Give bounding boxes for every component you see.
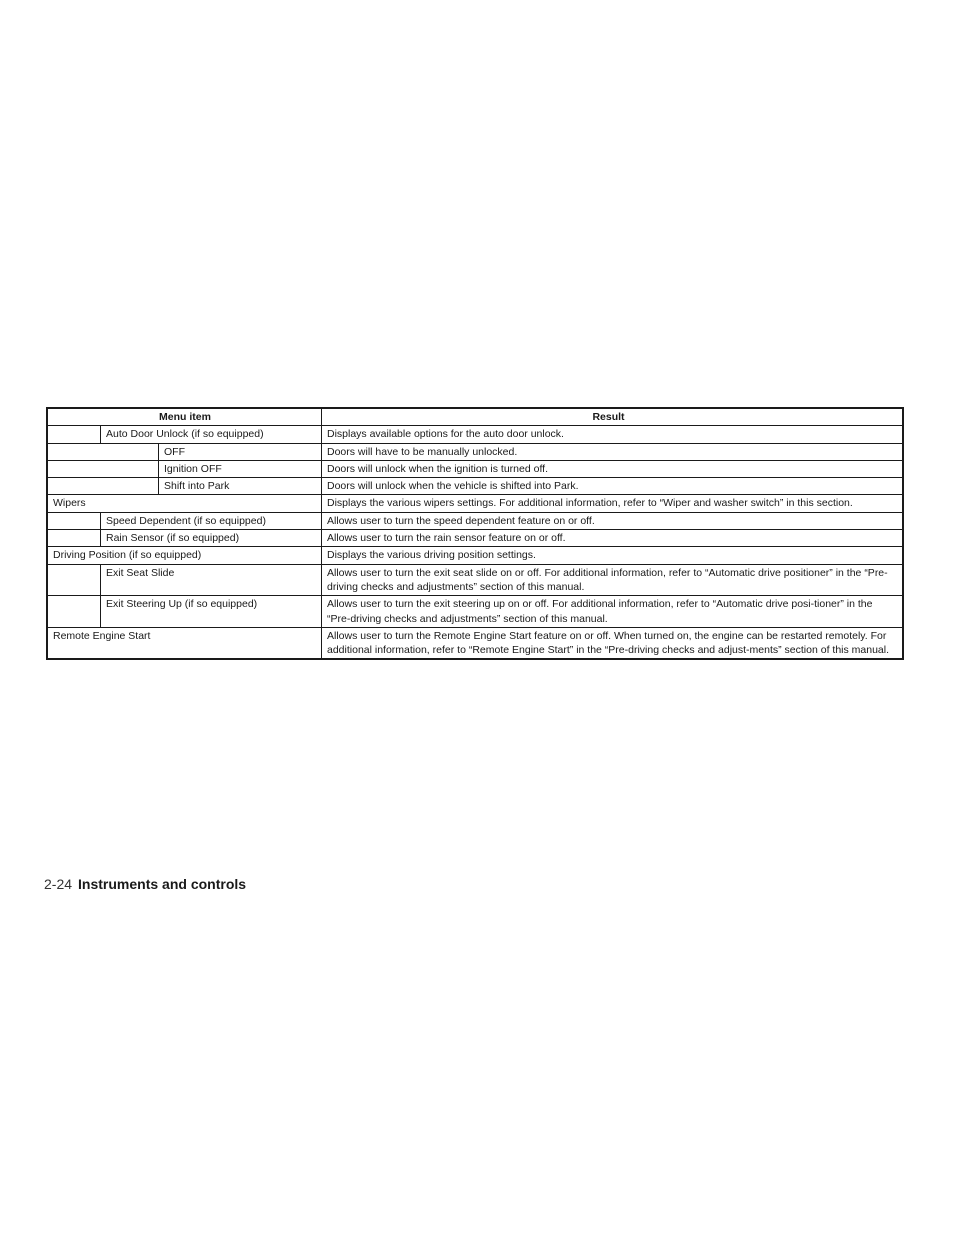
indent-spacer (48, 565, 100, 596)
result-description: Allows user to turn the rain sensor feature on or off. (327, 532, 566, 545)
menu-item-label: Remote Engine Start (53, 629, 151, 642)
menu-item-cell (48, 628, 322, 659)
menu-item-cell (48, 495, 322, 511)
table-row (48, 443, 902, 460)
table-row (48, 546, 902, 563)
header-result: Result (592, 411, 625, 423)
menu-settings-table (46, 407, 904, 660)
menu-item-cell (48, 444, 322, 460)
result-description: Displays the various driving position settings. (327, 549, 536, 562)
result-description: Doors will have to be manually unlocked. (327, 445, 518, 458)
result-description: Allows user to turn the exit seat slide on or off. For additional information, refer to “Automatic drive positioner” in the “Pre-driving checks and adjustments” section of this manual. (327, 566, 888, 593)
table-row (48, 425, 902, 442)
menu-item-cell (48, 461, 322, 477)
result-description: Allows user to turn the speed dependent feature on or off. (327, 514, 595, 527)
page-number: 2-24 (44, 876, 73, 892)
menu-item-cell (48, 530, 322, 546)
indent-spacer (48, 426, 100, 442)
menu-item-cell (48, 547, 322, 563)
indent-spacer (48, 596, 100, 627)
header-menu-item: Menu item (159, 411, 211, 423)
menu-item-label: OFF (158, 444, 321, 460)
menu-item-label: Ignition OFF (158, 461, 321, 477)
table-row (48, 529, 902, 546)
table-row (48, 564, 902, 596)
table-body (48, 425, 902, 658)
menu-item-label: Shift into Park (158, 478, 321, 494)
menu-item-cell (48, 596, 322, 627)
menu-item-label: Wipers (53, 497, 86, 510)
menu-item-label: Auto Door Unlock (if so equipped) (100, 426, 321, 442)
result-description: Displays available options for the auto door unlock. (327, 428, 564, 441)
menu-item-label: Speed Dependent (if so equipped) (100, 513, 321, 529)
indent-spacer (48, 530, 100, 546)
menu-item-label: Driving Position (if so equipped) (53, 549, 202, 562)
indent-spacer (48, 444, 158, 460)
table-header-row (48, 409, 902, 425)
indent-spacer (48, 478, 158, 494)
result-description: Allows user to turn the exit steering up on or off. For additional information, refer to “Automatic drive posi-tioner” in the “Pre-driving checks and adjustments” section of this manual. (327, 598, 873, 625)
result-description: Doors will unlock when the vehicle is shifted into Park. (327, 480, 579, 493)
result-description: Doors will unlock when the ignition is turned off. (327, 462, 549, 475)
page-footer (44, 876, 246, 892)
result-description: Displays the various wipers settings. For additional information, refer to “Wiper and washer switch” in this section. (327, 497, 853, 510)
table-row (48, 460, 902, 477)
section-title: Instruments and controls (78, 876, 247, 892)
menu-item-label: Rain Sensor (if so equipped) (100, 530, 321, 546)
menu-item-cell (48, 565, 322, 596)
indent-spacer (48, 461, 158, 477)
table-row (48, 512, 902, 529)
menu-item-cell (48, 513, 322, 529)
header-menu-item-cell (48, 409, 322, 425)
menu-item-label: Exit Seat Slide (100, 565, 321, 596)
table-row (48, 494, 902, 511)
menu-item-cell (48, 426, 322, 442)
table-row (48, 627, 902, 659)
result-description: Allows user to turn the Remote Engine Start feature on or off. When turned on, the engine can be restarted remotely. For additional information, refer to “Remote Engine Start” in the “Pre-driving checks and adjust-ments” section of this manual. (327, 629, 890, 657)
table-row (48, 595, 902, 627)
table-row (48, 477, 902, 494)
menu-item-cell (48, 478, 322, 494)
indent-spacer (48, 513, 100, 529)
menu-item-label: Exit Steering Up (if so equipped) (100, 596, 321, 627)
